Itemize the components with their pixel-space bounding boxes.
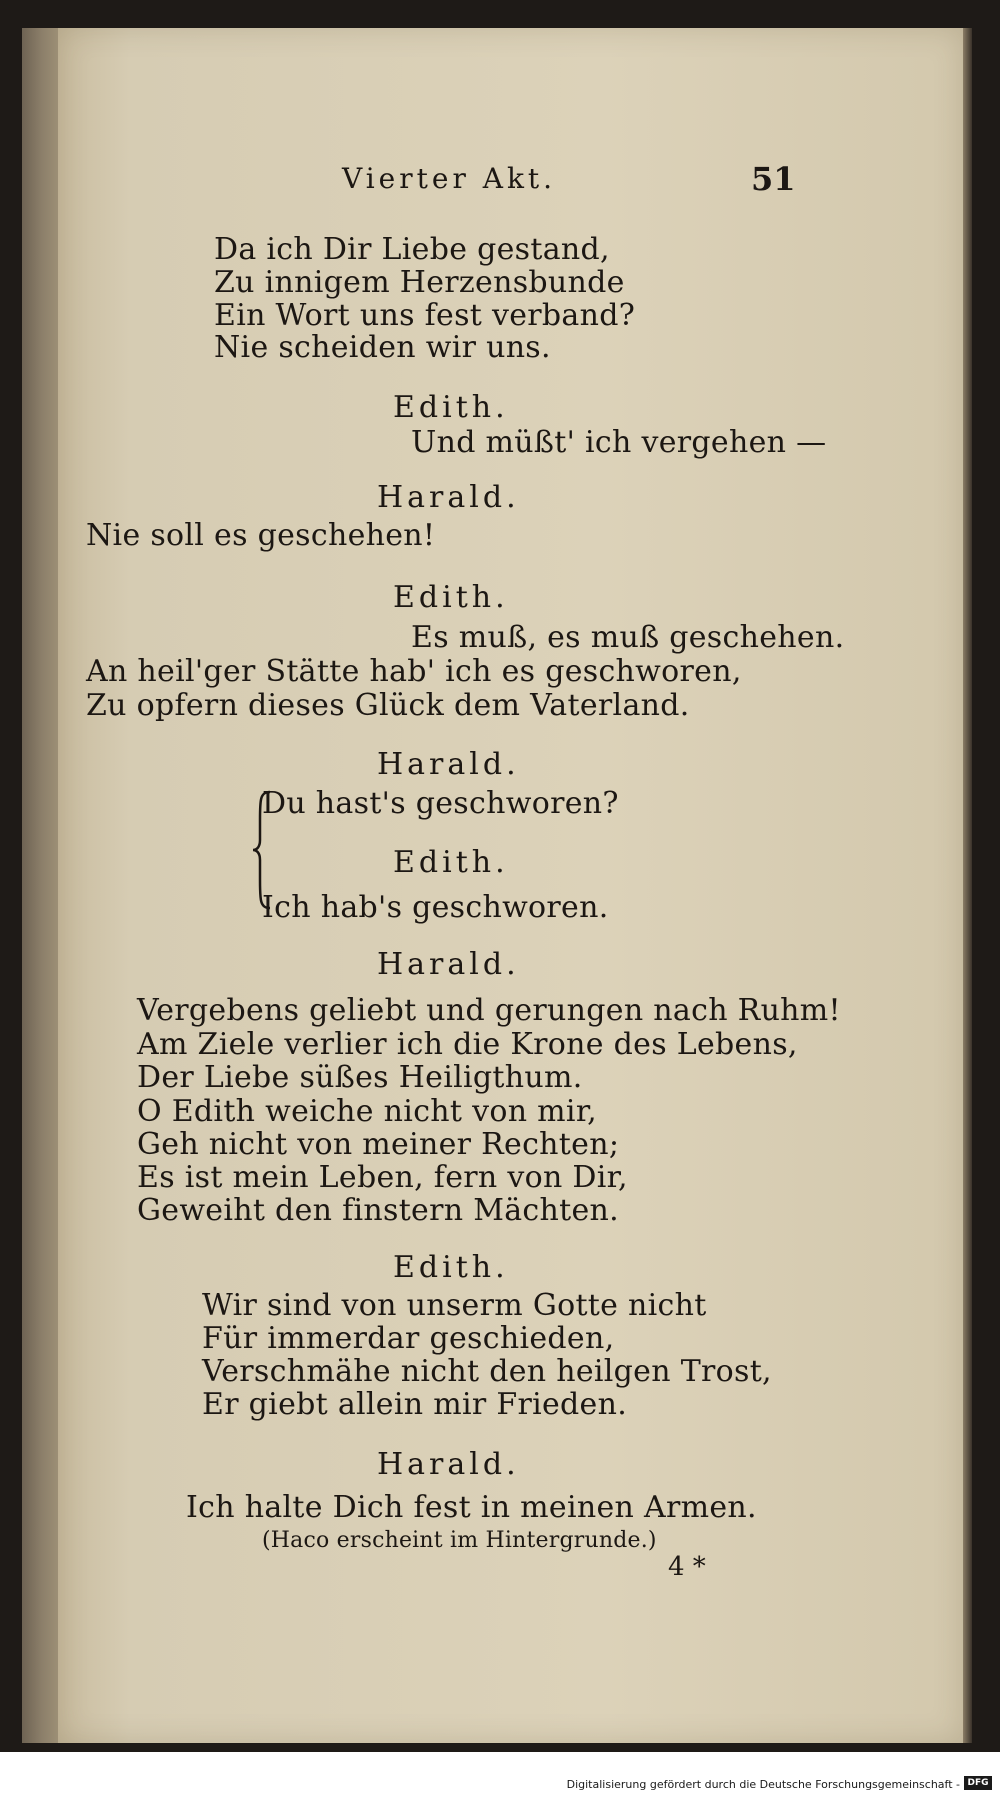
signature-mark: 4 * — [668, 1552, 706, 1582]
verse-line: Der Liebe süßes Heiligthum. — [137, 1060, 583, 1095]
speaker-name: Harald. — [377, 947, 520, 982]
speaker-name: Edith. — [393, 845, 509, 880]
verse-line: Für immerdar geschieden, — [202, 1321, 615, 1356]
verse-line: Ein Wort uns fest verband? — [214, 298, 636, 333]
speaker-name: Harald. — [377, 1447, 520, 1482]
verse-line: Nie scheiden wir uns. — [214, 330, 551, 365]
stage-direction: (Haco erscheint im Hintergrunde.) — [262, 1528, 657, 1553]
speaker-name: Harald. — [377, 480, 520, 515]
verse-line: O Edith weiche nicht von mir, — [137, 1094, 598, 1129]
verse-line: An heil'ger Stätte hab' ich es geschworen, — [86, 654, 742, 689]
speaker-name: Edith. — [393, 390, 509, 425]
dfg-logo-icon: DFG — [964, 1776, 992, 1790]
verse-line: Da ich Dir Liebe gestand, — [214, 232, 610, 267]
page-number: 51 — [751, 160, 796, 198]
verse-line: Du hast's geschworen? — [262, 786, 619, 821]
verse-line: Er giebt allein mir Frieden. — [202, 1387, 628, 1422]
verse-line: Zu opfern dieses Glück dem Vaterland. — [86, 688, 690, 723]
verse-line: Zu innigem Herzensbunde — [214, 265, 625, 300]
verse-line: Ich hab's geschworen. — [262, 890, 609, 925]
verse-line: Vergebens geliebt und gerungen nach Ruhm! — [137, 993, 841, 1028]
verse-line: Verschmähe nicht den heilgen Trost, — [202, 1354, 772, 1389]
verse-line: Es ist mein Leben, fern von Dir, — [137, 1160, 628, 1195]
speaker-name: Edith. — [393, 580, 509, 615]
footer-credit: Digitalisierung gefördert durch die Deutsche Forschungsgemeinschaft - — [566, 1778, 960, 1791]
book-spine-shadow — [22, 28, 62, 1743]
verse-line: Am Ziele verlier ich die Krone des Lebens, — [137, 1027, 798, 1062]
verse-line: Geweiht den finstern Mächten. — [137, 1193, 619, 1228]
verse-line: Ich halte Dich fest in meinen Armen. — [186, 1490, 757, 1525]
speaker-name: Harald. — [377, 747, 520, 782]
speaker-name: Edith. — [393, 1250, 509, 1285]
page-right-edge — [963, 28, 972, 1743]
verse-line: Es muß, es muß geschehen. — [411, 620, 845, 655]
verse-line: Geh nicht von meiner Rechten; — [137, 1127, 620, 1162]
verse-line: Wir sind von unserm Gotte nicht — [202, 1288, 707, 1323]
verse-line: Und müßt' ich vergehen — — [411, 425, 827, 460]
verse-line: Nie soll es geschehen! — [86, 518, 436, 553]
running-header: Vierter Akt. — [342, 162, 557, 195]
